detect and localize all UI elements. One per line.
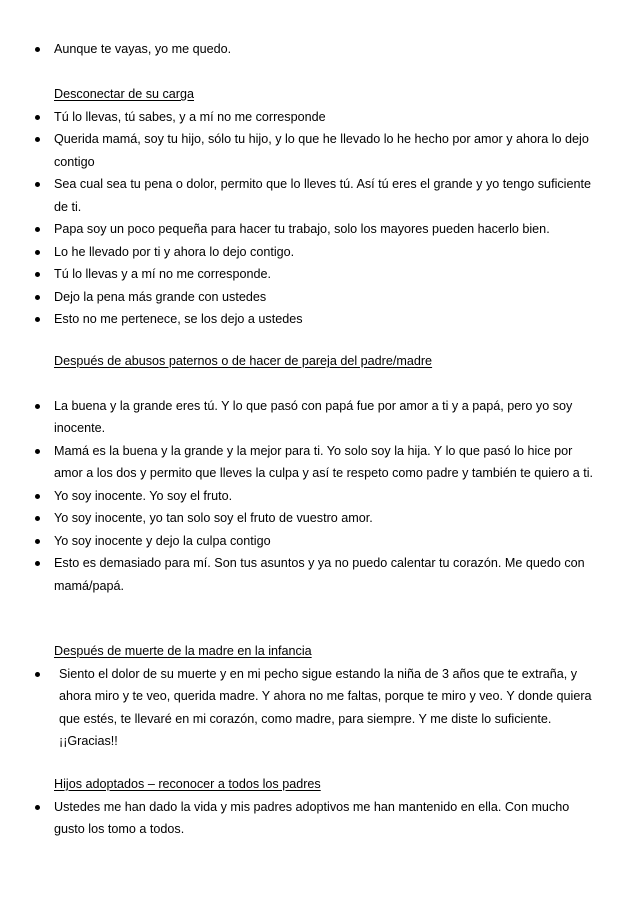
- section-list: [0, 106, 638, 331]
- list-item: Dejo la pena más grande con ustedes: [0, 286, 638, 309]
- list-item: Esto es demasiado para mí. Son tus asuntos y ya no puedo calentar tu corazón. Me quedo con mamá/papá.: [0, 552, 638, 597]
- list-item: La buena y la grande eres tú. Y lo que pasó con papá fue por amor a ti y a papá, pero yo soy inocente.: [0, 395, 638, 440]
- section-heading: Después de muerte de la madre en la infancia: [54, 644, 312, 658]
- list-item: Tú lo llevas y a mí no me corresponde.: [0, 263, 638, 286]
- list-item: Yo soy inocente y dejo la culpa contigo: [0, 530, 638, 553]
- intro-list: [0, 38, 638, 61]
- list-item: Yo soy inocente. Yo soy el fruto.: [0, 485, 638, 508]
- section-list: [0, 663, 638, 753]
- list-item: Querida mamá, soy tu hijo, sólo tu hijo, y lo que he llevado lo he hecho por amor y ahora lo dejo contigo: [0, 128, 638, 173]
- section-desconectar: [0, 83, 638, 331]
- list-item: Siento el dolor de su muerte y en mi pecho sigue estando la niña de 3 años que te extraña, y ahora miro y te veo, querida madre. Y ahora no me faltas, porque te miro y veo. Y donde quiera que estés, te llevaré en mi corazón, como madre, para siempre. Y me diste lo suficiente. ¡¡Gracias!!: [0, 663, 638, 753]
- list-item: Esto no me pertenece, se los dejo a ustedes: [0, 308, 638, 331]
- list-item: Mamá es la buena y la grande y la mejor para ti. Yo solo soy la hija. Y lo que pasó lo hice por amor a los dos y permito que lleves la culpa y así te respeto como padre y también te quiero a ti.: [0, 440, 638, 485]
- list-item: Ustedes me han dado la vida y mis padres adoptivos me han mantenido en ella. Con mucho gusto los tomo a todos.: [0, 796, 638, 841]
- section-abusos: [0, 350, 638, 597]
- section-list: [0, 395, 638, 598]
- list-item: Lo he llevado por ti y ahora lo dejo contigo.: [0, 241, 638, 264]
- section-list: [0, 796, 638, 841]
- section-hijos-adoptados: [0, 773, 638, 841]
- list-item: Aunque te vayas, yo me quedo.: [0, 38, 638, 61]
- list-item: Sea cual sea tu pena o dolor, permito que lo lleves tú. Así tú eres el grande y yo tengo suficiente de ti.: [0, 173, 638, 218]
- section-muerte-madre: [0, 640, 638, 753]
- section-heading: Después de abusos paternos o de hacer de pareja del padre/madre: [54, 354, 433, 368]
- list-item: Yo soy inocente, yo tan solo soy el fruto de vuestro amor.: [0, 507, 638, 530]
- list-item: Papa soy un poco pequeña para hacer tu trabajo, solo los mayores pueden hacerlo bien.: [0, 218, 638, 241]
- section-heading: Desconectar de su carga: [54, 87, 195, 101]
- section-heading: Hijos adoptados – reconocer a todos los padres: [54, 777, 321, 791]
- intro-section: [0, 38, 638, 61]
- list-item: Tú lo llevas, tú sabes, y a mí no me corresponde: [0, 106, 638, 129]
